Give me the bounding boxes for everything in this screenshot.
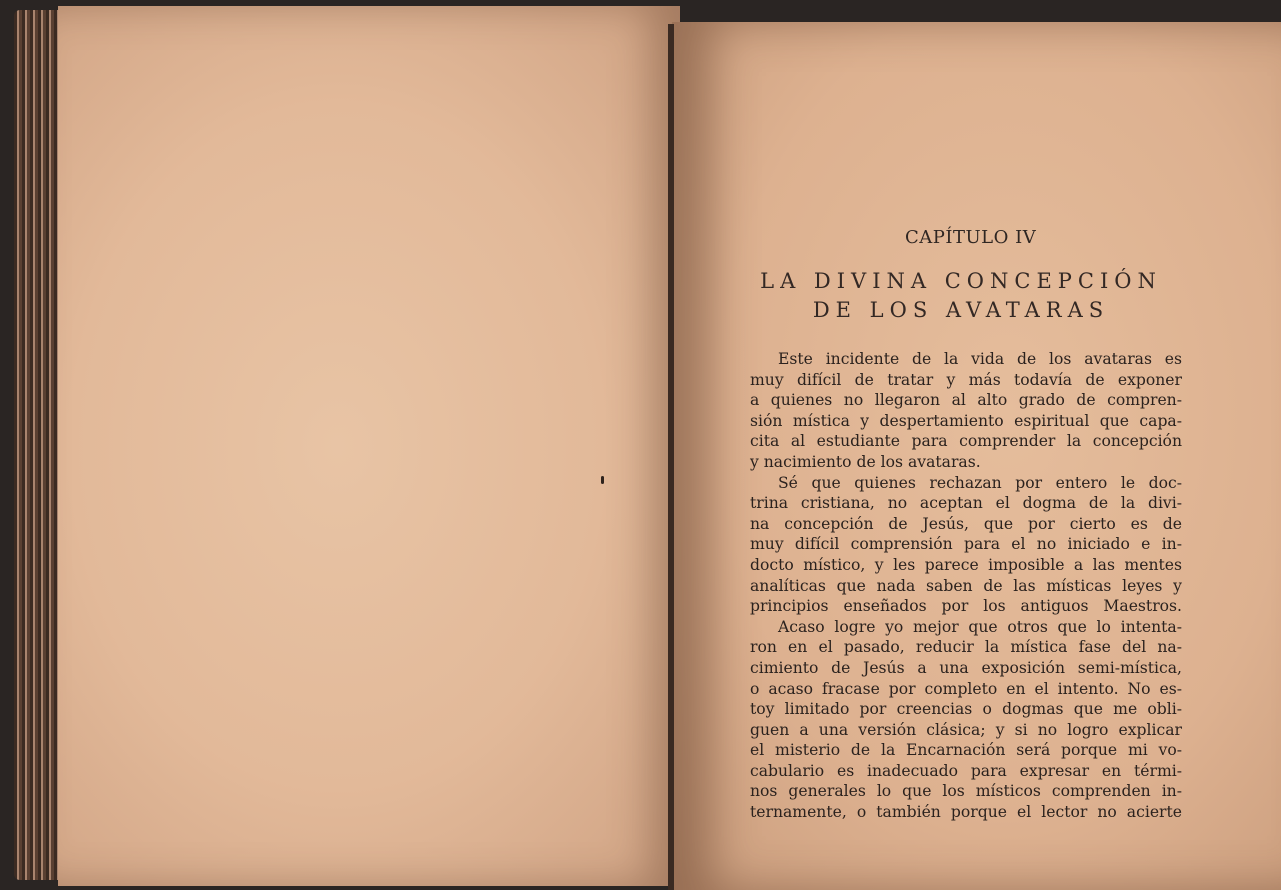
chapter-title-line-2: DE LOS AVATARAS [812, 298, 1110, 322]
text-line: toy limitado por creencias o dogmas que me obli- [750, 700, 1182, 719]
left-page-blank [58, 6, 680, 886]
text-line: Este incidente de la vida de los avataras es [778, 350, 1182, 368]
ink-speck [601, 476, 604, 484]
text-line: analíticas que nada saben de las místicas leyes y [750, 576, 1182, 595]
text-line: Acaso logre yo mejor que otros que lo intenta- [778, 617, 1182, 636]
text-line: a quienes no llegaron al alto grado de compren- [750, 391, 1182, 410]
text-line: docto místico, y les parece imposible a las mentes [750, 555, 1182, 574]
book-gutter [668, 24, 674, 890]
text-line: nos generales lo que los místicos comprenden in- [750, 782, 1182, 801]
text-line: y nacimiento de los avataras. [750, 452, 981, 471]
text-line: el misterio de la Encarnación será porque mi vo- [750, 741, 1182, 760]
text-line: muy difícil comprensión para el no iniciado e in- [750, 535, 1182, 554]
text-line: cita al estudiante para comprender la concepción [750, 432, 1182, 451]
chapter-title-line-1: LA DIVINA CONCEPCIÓN [760, 269, 1162, 293]
text-line: guen a una versión clásica; y si no logro explicar [750, 720, 1182, 739]
text-line: muy difícil de tratar y más todavía de exponer [750, 370, 1182, 389]
text-line: trina cristiana, no aceptan el dogma de la divi- [750, 494, 1182, 513]
chapter-label: CAPÍTULO IV [905, 227, 1037, 248]
text-line: Sé que quienes rechazan por entero le doc- [778, 473, 1182, 492]
body-text [750, 349, 1182, 823]
text-line: o acaso fracase por completo en el intento. No es- [750, 679, 1182, 698]
text-line: na concepción de Jesús, que por cierto es de [750, 514, 1182, 533]
text-line: ternamente, o también porque el lector no acierte [750, 803, 1182, 822]
text-line: sión mística y despertamiento espiritual que capa- [750, 411, 1182, 430]
text-line: cabulario es inadecuado para expresar en térmi- [750, 761, 1182, 780]
text-line: principios enseñados por los antiguos Maestros. [750, 597, 1182, 616]
text-line: cimiento de Jesús a una exposición semi-mística, [750, 658, 1182, 677]
text-line: ron en el pasado, reducir la mística fase del na- [750, 638, 1182, 657]
